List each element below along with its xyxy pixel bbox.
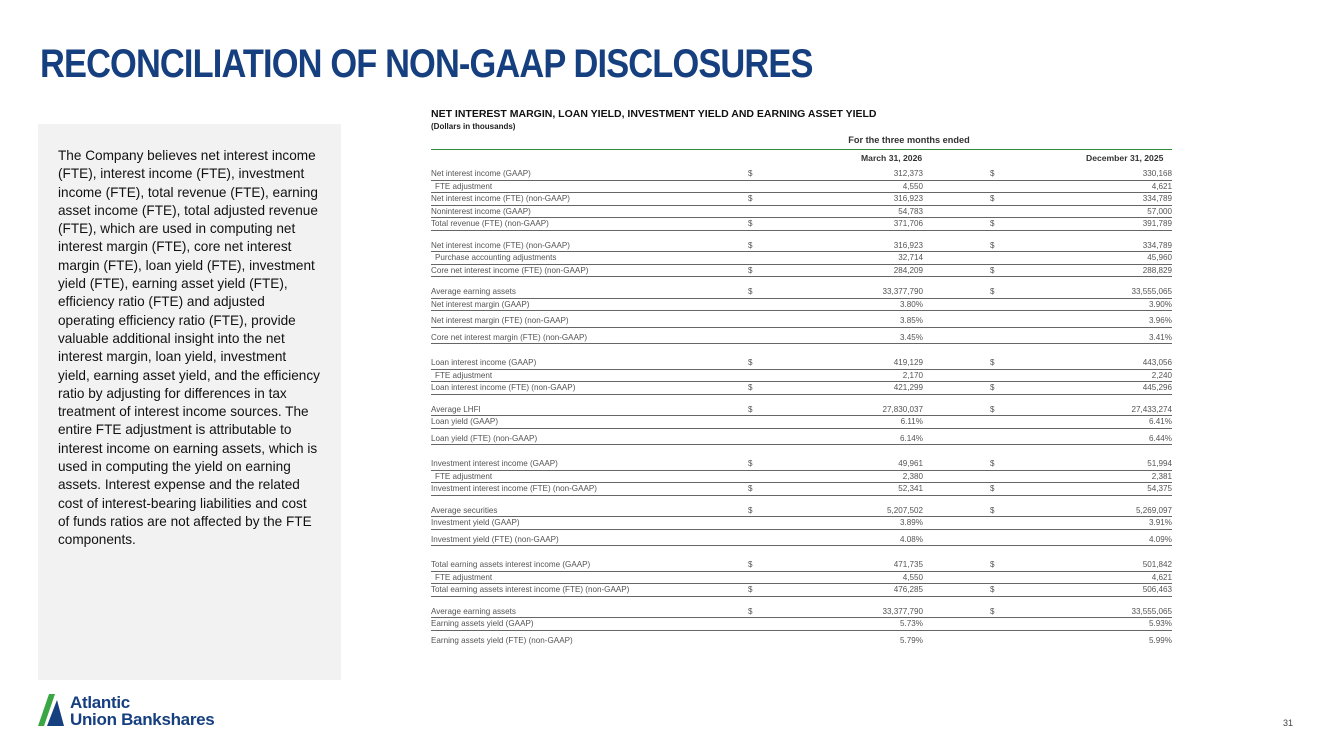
table-row: Purchase accounting adjustments 32,714 45,960 [431, 251, 1172, 264]
table-row: Average earning assets $ 33,377,790 $ 33,555,065 [431, 287, 1172, 296]
table-row: Investment yield (FTE) (non-GAAP) 4.08% 4.09% [431, 534, 1172, 547]
company-logo [38, 692, 268, 732]
table-row: Loan interest income (GAAP) $ 419,129 $ 443,056 [431, 358, 1172, 367]
table-row: Earning assets yield (FTE) (non-GAAP) 5.79% 5.99% [431, 635, 1172, 645]
reconciliation-table [431, 108, 1172, 645]
table-row: Total earning assets interest income (FTE) (non-GAAP) $ 476,285 $ 506,463 [431, 583, 1172, 597]
table-row: Average earning assets $ 33,377,790 $ 33,555,065 [431, 606, 1172, 616]
period-header: For the three months ended [848, 135, 970, 145]
explanation-text: The Company believes net interest income (FTE), interest income (FTE), investment income (FTE), total revenue (FTE), earning asset income (FTE), total adjusted revenue (FTE), which are used in computing net interest margin (FTE), core net interest margin (FTE), loan yield (FTE), investment yield (FTE), earning asset yield (FTE), efficiency ratio (FTE) and adjusted operating efficiency ratio (FTE), provide valuable additional insight into the net interest margin, loan yield, investment yield, earning asset yield, and the efficiency ratio by adjusting for differences in tax treatment of interest income sources. The entire FTE adjustment is attributable to interest income on earning assets, which is used in computing the yield on earning assets. Interest expense and the related cost of interest-bearing liabilities and cost of funds ratios are not affected by the FTE components. [58, 148, 320, 548]
table-row: Average LHFI $ 27,830,037 $ 27,433,274 [431, 404, 1172, 414]
table-row: Earning assets yield (GAAP) 5.73% 5.93% [431, 617, 1172, 631]
table-row: Core net interest income (FTE) (non-GAAP) $ 284,209 $ 288,829 [431, 264, 1172, 278]
logo-line-2: Union Bankshares [70, 710, 215, 729]
table-row: FTE adjustment 2,170 2,240 [431, 369, 1172, 382]
page-title: RECONCILIATION OF NON-GAAP DISCLOSURES [40, 42, 813, 86]
explanation-panel [38, 124, 341, 680]
table-row: Investment yield (GAAP) 3.89% 3.91% [431, 516, 1172, 530]
logo-line-1: Atlantic [70, 693, 130, 712]
table-row: Core net interest margin (FTE) (non-GAAP) 3.45% 3.41% [431, 332, 1172, 345]
table-row: Average securities $ 5,207,502 $ 5,269,097 [431, 505, 1172, 515]
table-row: Net interest margin (GAAP) 3.80% 3.90% [431, 298, 1172, 312]
table-row: Loan interest income (FTE) (non-GAAP) $ 421,299 $ 445,296 [431, 381, 1172, 395]
page-number: 31 [1282, 718, 1293, 728]
column-header-december-2025: December 31, 2025 [1086, 153, 1164, 163]
table-subtitle: (Dollars in thousands) [431, 122, 516, 131]
table-row: Net interest income (FTE) (non-GAAP) $ 316,923 $ 334,789 [431, 240, 1172, 250]
table-row: Net interest income (GAAP) $ 312,373 $ 330,168 [431, 169, 1172, 178]
table-row: FTE adjustment 4,550 4,621 [431, 180, 1172, 193]
table-body [431, 168, 1172, 646]
column-header-march-2026: March 31, 2026 [861, 153, 923, 163]
table-row: FTE adjustment 4,550 4,621 [431, 571, 1172, 584]
table-row: Loan yield (FTE) (non-GAAP) 6.14% 6.44% [431, 433, 1172, 446]
logo-wordmark [70, 694, 214, 728]
logo-mark-icon [38, 692, 68, 726]
table-row: Net interest margin (FTE) (non-GAAP) 3.85% 3.96% [431, 315, 1172, 328]
table-title: NET INTEREST MARGIN, LOAN YIELD, INVESTMENT YIELD AND EARNING ASSET YIELD [431, 108, 877, 120]
table-row: FTE adjustment 2,380 2,381 [431, 470, 1172, 483]
table-row: Total earning assets interest income (GAAP) $ 471,735 $ 501,842 [431, 560, 1172, 569]
header-rule [431, 149, 1172, 150]
table-row: Loan yield (GAAP) 6.11% 6.41% [431, 415, 1172, 429]
table-row: Investment interest income (FTE) (non-GAAP) $ 52,341 $ 54,375 [431, 482, 1172, 496]
table-row: Investment interest income (GAAP) $ 49,961 $ 51,994 [431, 459, 1172, 468]
table-row: Total revenue (FTE) (non-GAAP) $ 371,706 $ 391,789 [431, 217, 1172, 231]
table-row: Noninterest income (GAAP) 54,783 57,000 [431, 206, 1172, 216]
table-row: Net interest income (FTE) (non-GAAP) $ 316,923 $ 334,789 [431, 194, 1172, 203]
